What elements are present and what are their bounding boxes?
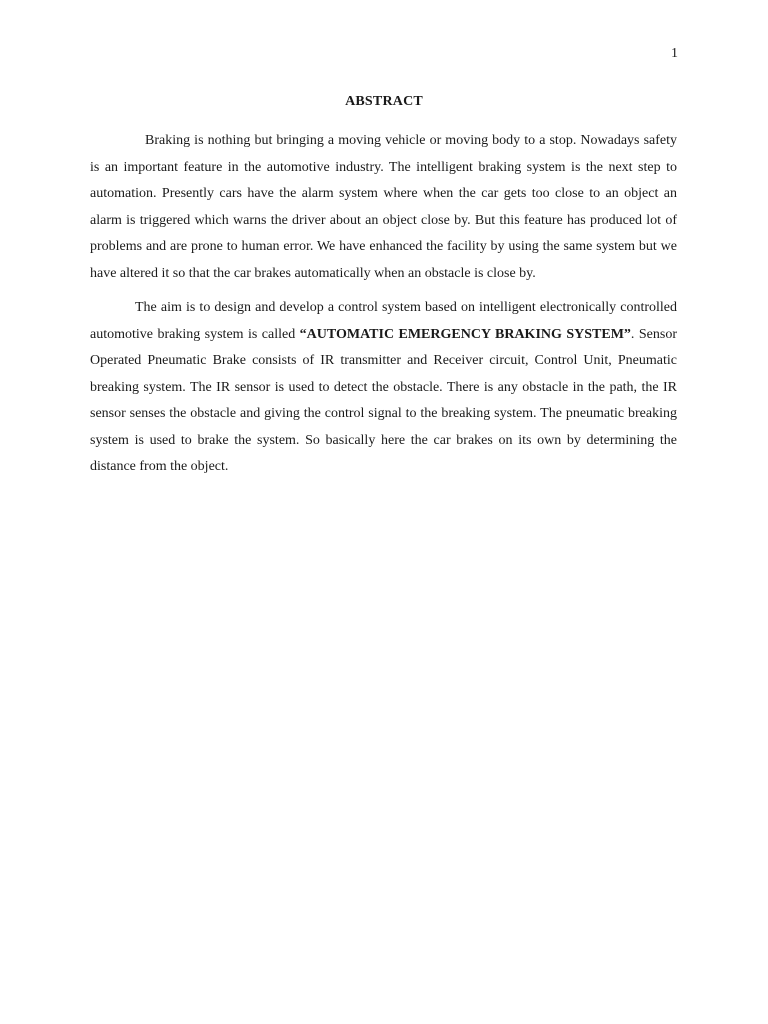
paragraph-2-text-start: The aim is to design and develop a control system based on intelligent electronically controlled automotive braking system is called <box>90 300 677 342</box>
abstract-heading: ABSTRACT <box>345 94 423 109</box>
abstract-paragraph-2 <box>90 295 677 481</box>
page-number: 1 <box>671 46 678 61</box>
system-name-bold: “AUTOMATIC EMERGENCY BRAKING SYSTEM” <box>299 326 631 342</box>
abstract-body <box>90 128 677 489</box>
abstract-paragraph-1: Braking is nothing but bringing a moving vehicle or moving body to a stop. Nowadays safety is an important feature in the automotive industry. The intelligent braking system is the next step to automation. Presently cars have the alarm system where when the car gets too close to an object an alarm is triggered which warns the driver about an object close by. But this feature has produced lot of problems and are prone to human error. We have enhanced the facility by using the same system but we have altered it so that the car brakes automatically when an obstacle is close by. <box>90 133 677 281</box>
paragraph-2-text-end: . Sensor Operated Pneumatic Brake consists of IR transmitter and Receiver circuit, Control Unit, Pneumatic breaking system. The IR sensor is used to detect the obstacle. There is any obstacle in the path, the IR sensor senses the obstacle and giving the control signal to the breaking system. The pneumatic breaking system is used to brake the system. So basically here the car brakes on its own by determining the distance from the object. <box>90 326 677 474</box>
